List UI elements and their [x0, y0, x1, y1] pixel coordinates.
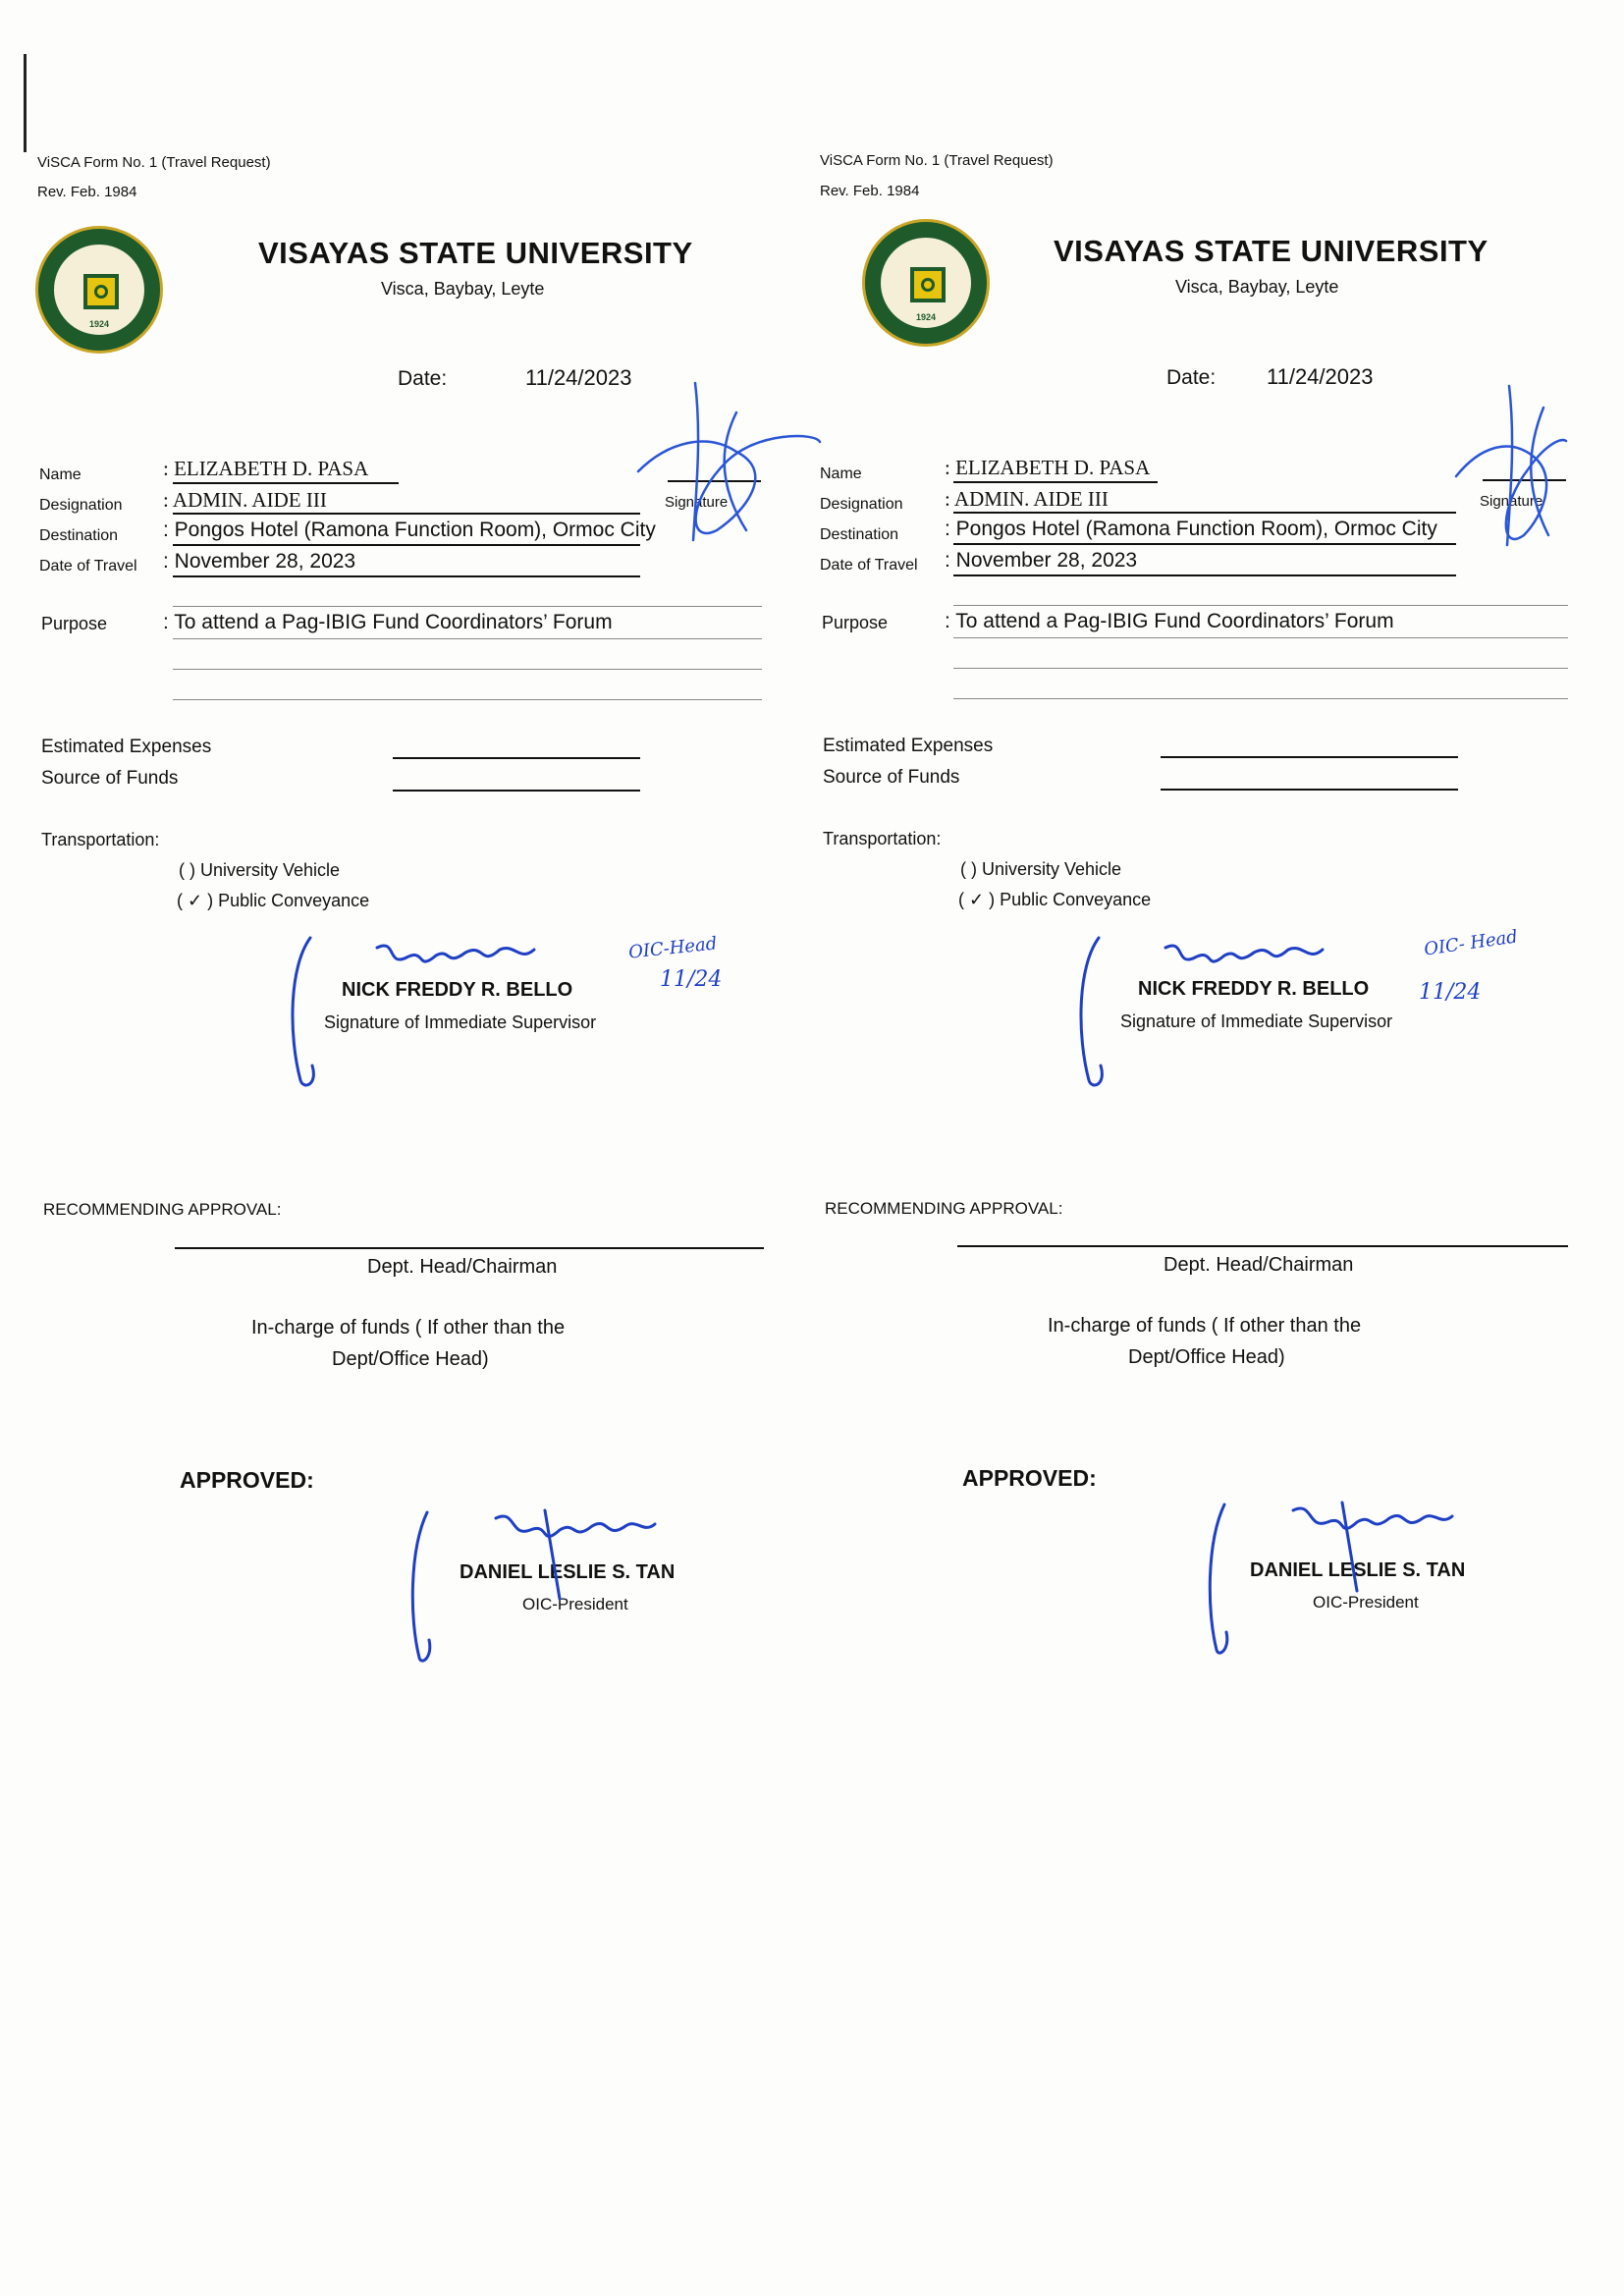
- estimated-expenses-label: Estimated Expenses: [823, 736, 994, 756]
- public-conveyance-option: ( ✓ ) Public Conveyance: [177, 891, 370, 910]
- name-value: : ELIZABETH D. PASA: [945, 456, 1151, 479]
- president-title: OIC-President: [1313, 1593, 1419, 1612]
- supervisor-signature-icon: [279, 928, 593, 1090]
- president-name: DANIEL LESLIE S. TAN: [460, 1561, 676, 1583]
- university-address: Visca, Baybay, Leyte: [381, 279, 545, 299]
- destination-value: : Pongos Hotel (Ramona Function Room), Ormoc City: [945, 518, 1437, 540]
- dept-head-label: Dept. Head/Chairman: [1164, 1254, 1354, 1276]
- transportation-label: Transportation:: [823, 829, 942, 848]
- form-number: ViSCA Form No. 1 (Travel Request): [37, 154, 271, 171]
- supervisor-name: NICK FREDDY R. BELLO: [342, 979, 573, 1001]
- signature-label: Signature: [665, 494, 729, 511]
- in-charge-line-1: In-charge of funds ( If other than the: [251, 1317, 566, 1339]
- date-of-travel-value: : November 28, 2023: [163, 550, 356, 573]
- date-of-travel-value: : November 28, 2023: [945, 549, 1138, 572]
- supervisor-title: Signature of Immediate Supervisor: [1120, 1011, 1393, 1031]
- purpose-value: : To attend a Pag-IBIG Fund Coordinators’ Forum: [945, 610, 1394, 632]
- seal-year: 1924: [915, 312, 937, 322]
- university-name: VISAYAS STATE UNIVERSITY: [258, 236, 693, 270]
- in-charge-line-2: Dept/Office Head): [1128, 1346, 1285, 1368]
- date-label: Date:: [1166, 366, 1217, 389]
- form-number: ViSCA Form No. 1 (Travel Request): [820, 152, 1054, 169]
- president-signature-icon: [1195, 1493, 1480, 1660]
- approved-label: APPROVED:: [962, 1465, 1097, 1491]
- date-value: 11/24/2023: [1267, 364, 1374, 389]
- name-value: : ELIZABETH D. PASA: [163, 457, 369, 480]
- requester-signature-icon: [1450, 378, 1568, 555]
- supervisor-name: NICK FREDDY R. BELLO: [1138, 978, 1370, 1000]
- supervisor-note-date: 11/24: [660, 967, 723, 992]
- date-of-travel-label: Date of Travel: [820, 557, 918, 574]
- travel-request-form-left: [0, 0, 785, 2296]
- designation-value: : ADMIN. AIDE III: [163, 488, 327, 512]
- name-label: Name: [39, 466, 81, 483]
- signature-label: Signature: [1480, 493, 1543, 510]
- designation-value: : ADMIN. AIDE III: [945, 487, 1109, 511]
- estimated-expenses-label: Estimated Expenses: [41, 737, 212, 757]
- travel-request-form-right: [783, 0, 1568, 2296]
- date-of-travel-label: Date of Travel: [39, 558, 137, 574]
- form-revision: Rev. Feb. 1984: [820, 183, 920, 199]
- purpose-label: Purpose: [822, 613, 889, 632]
- name-label: Name: [820, 465, 862, 482]
- destination-value: : Pongos Hotel (Ramona Function Room), Ormoc City: [163, 519, 656, 541]
- president-title: OIC-President: [522, 1595, 628, 1613]
- source-of-funds-label: Source of Funds: [823, 767, 960, 788]
- supervisor-note-date: 11/24: [1419, 980, 1482, 1005]
- president-signature-icon: [398, 1501, 682, 1667]
- approved-label: APPROVED:: [180, 1467, 314, 1493]
- university-seal-icon: [35, 226, 163, 354]
- designation-label: Designation: [39, 497, 123, 514]
- transportation-label: Transportation:: [41, 830, 160, 849]
- source-of-funds-label: Source of Funds: [41, 768, 179, 789]
- university-vehicle-option: ( ) University Vehicle: [960, 859, 1122, 879]
- destination-label: Destination: [39, 527, 119, 544]
- university-seal-icon: [862, 219, 990, 347]
- supervisor-note: OIC- Head: [1423, 926, 1520, 960]
- public-conveyance-option: ( ✓ ) Public Conveyance: [958, 890, 1152, 909]
- dept-head-label: Dept. Head/Chairman: [367, 1256, 558, 1278]
- date-value: 11/24/2023: [525, 365, 632, 390]
- supervisor-signature-icon: [1067, 928, 1381, 1090]
- university-name: VISAYAS STATE UNIVERSITY: [1054, 234, 1489, 268]
- in-charge-line-2: Dept/Office Head): [332, 1348, 489, 1370]
- destination-label: Destination: [820, 526, 899, 543]
- university-address: Visca, Baybay, Leyte: [1175, 277, 1339, 297]
- supervisor-title: Signature of Immediate Supervisor: [324, 1012, 597, 1032]
- seal-year: 1924: [88, 319, 110, 329]
- university-vehicle-option: ( ) University Vehicle: [179, 860, 341, 880]
- president-name: DANIEL LESLIE S. TAN: [1250, 1559, 1466, 1581]
- in-charge-line-1: In-charge of funds ( If other than the: [1048, 1315, 1362, 1337]
- purpose-value: : To attend a Pag-IBIG Fund Coordinators’ Forum: [163, 611, 613, 633]
- designation-label: Designation: [820, 496, 903, 513]
- form-revision: Rev. Feb. 1984: [37, 184, 137, 200]
- purpose-label: Purpose: [41, 614, 108, 633]
- recommending-approval-label: RECOMMENDING APPROVAL:: [43, 1200, 282, 1219]
- supervisor-note: OIC-Head: [627, 933, 719, 963]
- recommending-approval-label: RECOMMENDING APPROVAL:: [825, 1199, 1063, 1218]
- date-label: Date:: [398, 367, 448, 390]
